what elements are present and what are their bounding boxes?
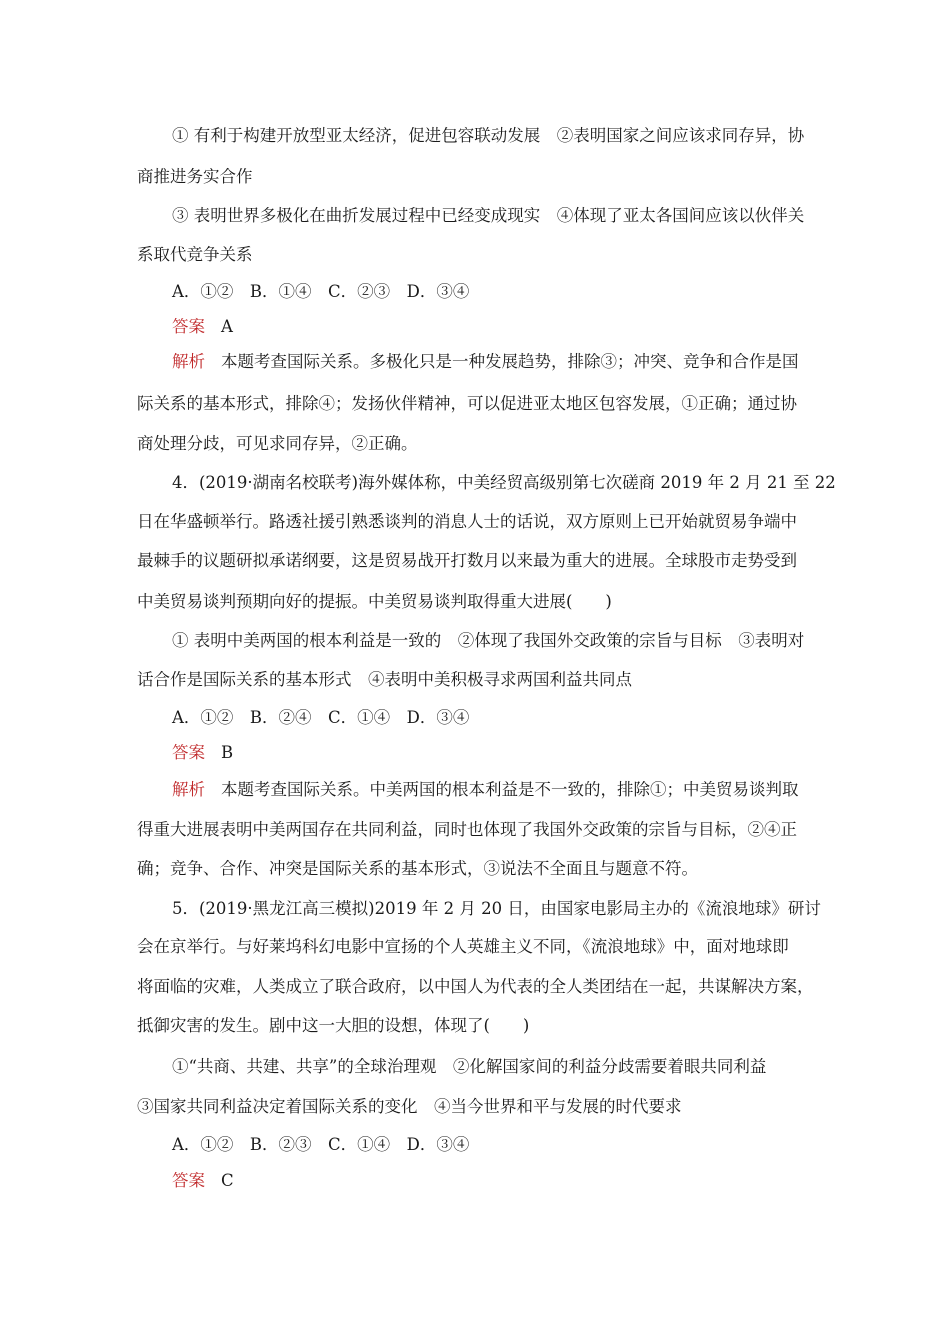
q3-option-line-1: ① 有利于构建开放型亚太经济，促进包容联动发展 ②表明国家之间应该求同存异，协 (172, 126, 805, 145)
q4-answer (172, 741, 817, 765)
q5-answer (172, 1169, 817, 1193)
q5-stem-line-2: 会在京举行。与好莱坞科幻电影中宣扬的个人英雄主义不同，《流浪地球》中，面对地球即 (137, 937, 789, 956)
q4-option-line-1: ① 表明中美两国的根本利益是一致的 ②体现了我国外交政策的宗旨与目标 ③表明对 (172, 631, 805, 650)
q4-stem-line-3: 最棘手的议题研拟承诺纲要，这是贸易战开打数月以来最为重大的进展。全球股市走势受到 (137, 551, 797, 570)
answer-label: 答案 (172, 317, 205, 336)
q5-option-line-2: ③国家共同利益决定着国际关系的变化 ④当今世界和平与发展的时代要求 (137, 1097, 682, 1116)
q4-option-line-2: 话合作是国际关系的基本形式 ④表明中美积极寻求两国利益共同点 (137, 670, 632, 689)
q4-analysis-line-2: 得重大进展表明中美两国存在共同利益，同时也体现了我国外交政策的宗旨与目标，②④正 (137, 820, 797, 839)
answer-label: 答案 (172, 1171, 205, 1190)
analysis-text: 本题考查国际关系。多极化只是一种发展趋势，排除③；冲突、竞争和合作是国 (221, 352, 799, 371)
q4-choices: A．①② B．②④ C．①④ D．③④ (172, 708, 470, 727)
analysis-label: 解析 (172, 780, 205, 799)
q5-option-line-1: ①“共商、共建、共享”的全球治理观 ②化解国家间的利益分歧需要着眼共同利益 (172, 1057, 767, 1076)
q3-option-line-4: 系取代竞争关系 (137, 245, 253, 264)
q4-analysis-line-3: 确；竞争、合作、冲突是国际关系的基本形式，③说法不全面且与题意不符。 (137, 859, 698, 878)
q5-stem-line-4: 抵御灾害的发生。剧中这一大胆的设想，体现了( ) (137, 1016, 530, 1035)
q3-option-line-2: 商推进务实合作 (137, 167, 253, 186)
analysis-label: 解析 (172, 352, 205, 371)
q3-analysis-line-1 (172, 350, 817, 374)
q3-analysis-line-3: 商处理分歧，可见求同存异，②正确。 (137, 434, 418, 453)
q3-option-line-3: ③ 表明世界多极化在曲折发展过程中已经变成现实 ④体现了亚太各国间应该以伙伴关 (172, 206, 805, 225)
q3-answer (172, 315, 817, 339)
q5-stem-line-1: 5．(2019·黑龙江高三模拟)2019 年 2 月 20 日，由国家电影局主办的《流浪地球》研讨 (172, 899, 821, 918)
q5-stem-line-3: 将面临的灾难，人类成立了联合政府，以中国人为代表的全人类团结在一起，共谋解决方案， (137, 977, 814, 996)
q3-choices: A．①② B．①④ C．②③ D．③④ (172, 282, 470, 301)
q3-analysis-line-2: 际关系的基本形式，排除④；发扬伙伴精神，可以促进亚太地区包容发展，①正确；通过协 (137, 394, 797, 413)
q5-choices: A．①② B．②③ C．①④ D．③④ (172, 1135, 470, 1154)
answer-value: B (221, 743, 234, 762)
q4-stem-line-1: 4．(2019·湖南名校联考)海外媒体称，中美经贸高级别第七次磋商 2019 年 2 月 21 至 22 (172, 473, 836, 492)
q4-stem-line-2: 日在华盛顿举行。路透社援引熟悉谈判的消息人士的话说，双方原则上已开始就贸易争端中 (137, 512, 797, 531)
answer-value: C (221, 1171, 234, 1190)
q4-analysis-line-1 (172, 778, 817, 802)
q4-stem-line-4: 中美贸易谈判预期向好的提振。中美贸易谈判取得重大进展( ) (137, 592, 612, 611)
answer-label: 答案 (172, 743, 205, 762)
analysis-text: 本题考查国际关系。中美两国的根本利益是不一致的，排除①；中美贸易谈判取 (221, 780, 799, 799)
answer-value: A (221, 317, 233, 336)
